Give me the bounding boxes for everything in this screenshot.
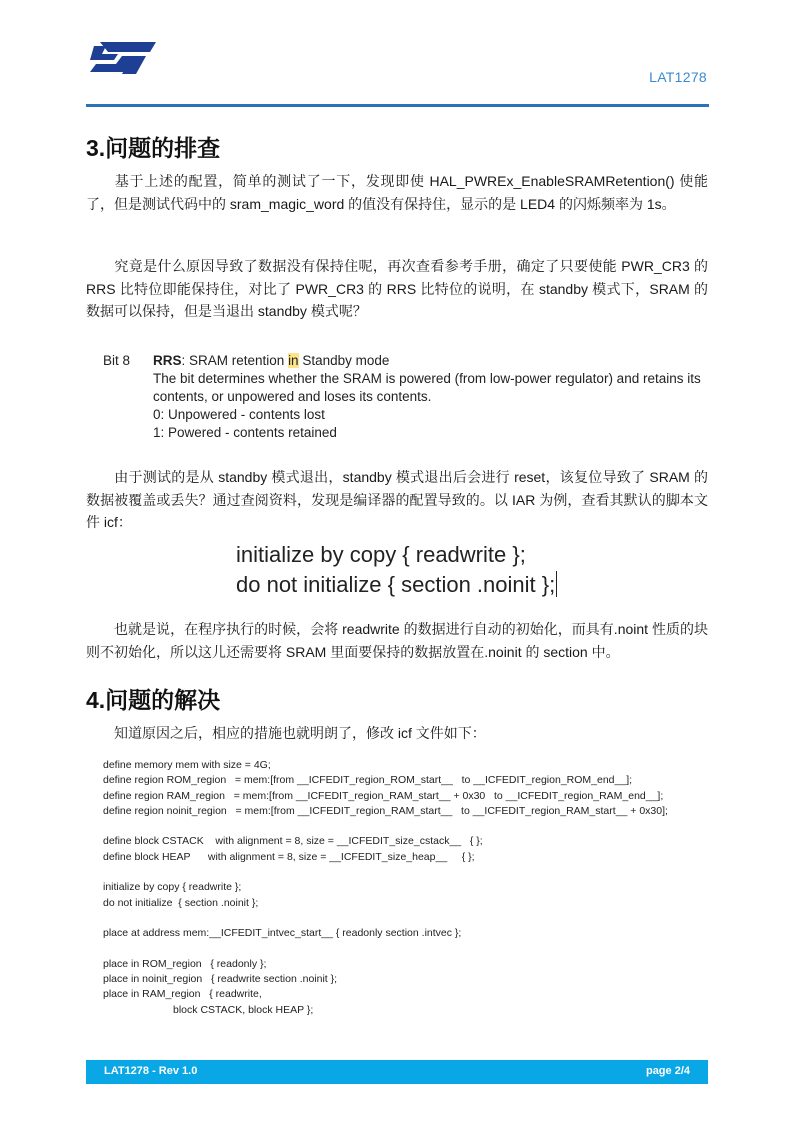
icf-line-2: do not initialize { section .noinit }; [236, 572, 556, 597]
footer-page-number: page 2/4 [645, 1065, 690, 1077]
st-logo [88, 38, 158, 78]
doc-id: LAT1278 [649, 69, 707, 85]
code-line: do not initialize { section .noinit }; [103, 896, 259, 909]
footer-doc-rev: LAT1278 - Rev 1.0 [104, 1065, 198, 1077]
bit-name: RRS [153, 353, 182, 368]
bit-label: Bit 8 [103, 353, 131, 368]
section-4-paragraph-1: 知道原因之后，相应的措施也就明朗了，修改 icf 文件如下： [114, 725, 486, 741]
icf-excerpt [236, 540, 557, 600]
code-line: define block CSTACK with alignment = 8, size = __ICFEDIT_size_cstack__ { }; [103, 835, 483, 848]
icf-code-listing [103, 758, 668, 1018]
section-3-paragraph-1: 基于上述的配置，简单的测试了一下，发现即使 HAL_PWREx_EnableSRAMRetention() 使能了，但是测试代码中的 sram_magic_word 的值没有保持住，显示的是 LED4 的闪烁频率为 1s。 [86, 173, 708, 212]
section-4-title: 4.问题的解决 [86, 687, 221, 713]
code-line: place at address mem:__ICFEDIT_intvec_start__ { readonly section .intvec }; [103, 927, 462, 940]
icf-line-1: initialize by copy { readwrite }; [236, 542, 526, 567]
code-line [103, 819, 668, 834]
footer-bar [86, 1060, 708, 1084]
code-line [103, 865, 668, 880]
header-rule [86, 104, 709, 107]
bit-description: The bit determines whether the SRAM is powered (from low-power regulator) and retains its contents, or unpowered and loses its contents. [153, 371, 701, 404]
code-line: block CSTACK, block HEAP }; [103, 1003, 314, 1016]
code-line: define region RAM_region = mem:[from __ICFEDIT_region_RAM_start__ + 0x30 to __ICFEDIT_region_RAM_end__]; [103, 789, 664, 802]
code-line: initialize by copy { readwrite }; [103, 881, 242, 894]
code-line: define region ROM_region = mem:[from __ICFEDIT_region_ROM_start__ to __ICFEDIT_region_ROM_end__]; [103, 774, 633, 787]
section-3-paragraph-2: 究竟是什么原因导致了数据没有保持住呢，再次查看参考手册，确定了只要使能 PWR_CR3 的 RRS 比特位即能保持住，对比了 PWR_CR3 的 RRS 比特位的说明，在 standby 模式下，SRAM 的数据可以保持，但是当退出 standby 模式呢？ [86, 258, 708, 319]
bit-value-1: 1: Powered - contents retained [153, 425, 337, 440]
code-line [103, 911, 668, 926]
text-caret [556, 571, 557, 597]
code-line: define region noinit_region = mem:[from __ICFEDIT_region_RAM_start__ to __ICFEDIT_region_RAM_start__ + 0x30]; [103, 804, 668, 817]
code-line: place in ROM_region { readonly }; [103, 957, 267, 970]
code-line: place in noinit_region { readwrite section .noinit }; [103, 973, 338, 986]
reference-manual-excerpt: Bit 8 RRS: SRAM retention in Standby mode The bit determines whether the SRAM is powered (from low-power regulator) and retains its contents, or unpowered and loses its contents. 0: Unpowered - contents lost 1: Powered - contents retained [103, 352, 713, 442]
code-line [103, 942, 668, 957]
bit-value-0: 0: Unpowered - contents lost [153, 407, 325, 422]
section-3-paragraph-3: 由于测试的是从 standby 模式退出，standby 模式退出后会进行 reset，该复位导致了 SRAM 的数据被覆盖或丢失？通过查阅资料，发现是编译器的配置导致的。以 IAR 为例，查看其默认的脚本文件 icf： [86, 469, 708, 530]
code-line: place in RAM_region { readwrite, [103, 988, 262, 1001]
highlighted-word: in [288, 353, 299, 368]
code-line: define block HEAP with alignment = 8, size = __ICFEDIT_size_heap__ { }; [103, 850, 475, 863]
code-line: define memory mem with size = 4G; [103, 759, 271, 771]
section-3-title: 3.问题的排查 [86, 135, 221, 161]
section-3-paragraph-4: 也就是说，在程序执行的时候，会将 readwrite 的数据进行自动的初始化，而具有.noint 性质的块则不初始化，所以这儿还需要将 SRAM 里面要保持的数据放置在.noinit 的 section 中。 [86, 621, 708, 660]
